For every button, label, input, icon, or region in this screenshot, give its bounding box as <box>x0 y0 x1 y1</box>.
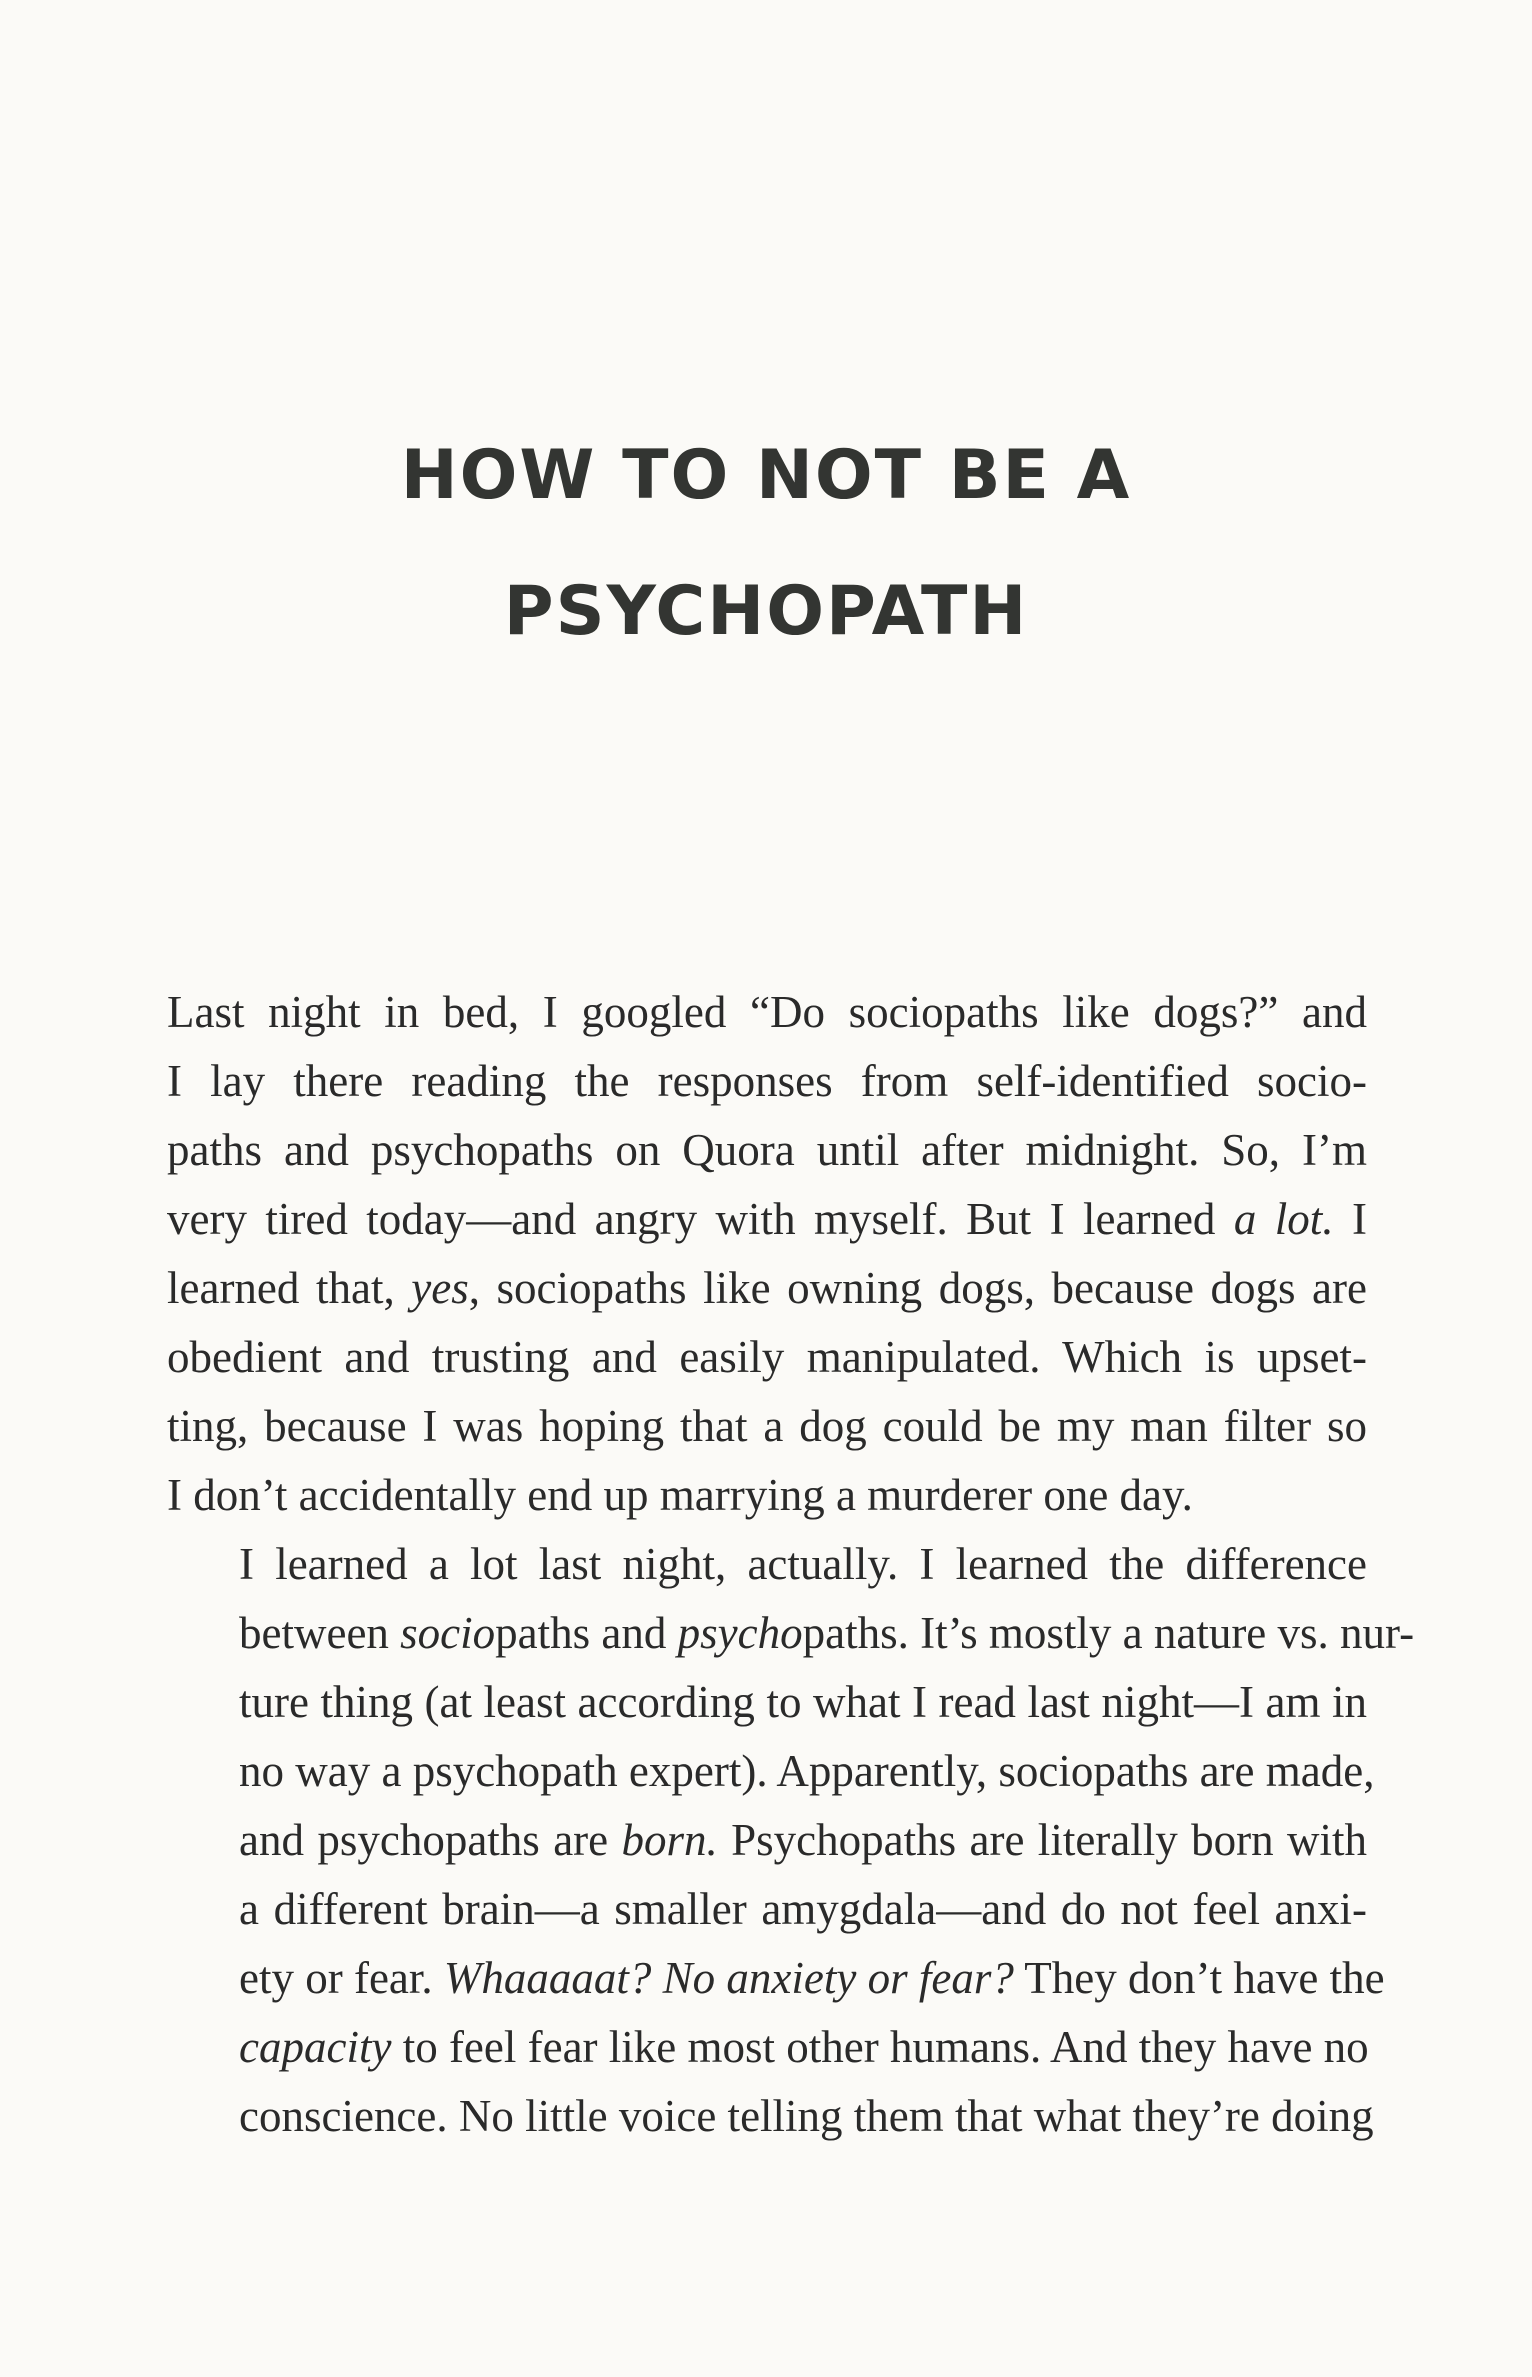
text-line: I don’t accidentally end up marrying a murderer one day. <box>167 1470 1193 1520</box>
italic-text: psycho <box>677 1608 803 1658</box>
italic-text: yes <box>411 1263 469 1313</box>
italic-text: socio <box>400 1608 496 1658</box>
chapter-title-line-2: PSYCHOPATH <box>503 572 1029 651</box>
text-line: a different brain—a smaller amygdala—and do not feel anxi- <box>239 1884 1367 1934</box>
italic-text: a lot. <box>1233 1194 1334 1244</box>
text-line: learned that, yes, sociopaths like owning dogs, because dogs are <box>167 1263 1367 1313</box>
text-line: ture thing (at least according to what I read last night—I am in <box>239 1677 1367 1727</box>
text-line: conscience. No little voice telling them that what they’re doing <box>239 2091 1374 2141</box>
paragraph-1 <box>167 978 1367 1530</box>
text-line: ety or fear. Whaaaaat? No anxiety or fear? They don’t have the <box>239 1953 1385 2003</box>
text-line: no way a psychopath expert). Apparently, sociopaths are made, <box>239 1746 1375 1796</box>
text-line: and psychopaths are born. Psychopaths are literally born with <box>239 1815 1367 1865</box>
italic-text: capacity <box>239 2022 392 2072</box>
paragraph-2 <box>167 1530 1415 2151</box>
text-line: paths and psychopaths on Quora until after midnight. So, I’m <box>167 1125 1367 1175</box>
text-line: ting, because I was hoping that a dog could be my man filter so <box>167 1401 1367 1451</box>
text-line: I lay there reading the responses from self-identified socio- <box>167 1056 1367 1106</box>
chapter-title-line-1: HOW TO NOT BE A <box>400 436 1132 515</box>
text-line: I learned a lot last night, actually. I learned the difference <box>239 1539 1367 1589</box>
text-line: Last night in bed, I googled “Do sociopaths like dogs?” and <box>167 987 1367 1037</box>
chapter-title <box>0 408 1532 680</box>
body-text <box>167 978 1415 2151</box>
text-line: obedient and trusting and easily manipulated. Which is upset- <box>167 1332 1367 1382</box>
italic-text: born. <box>621 1815 718 1865</box>
italic-text: Whaaaaat? No anxiety or fear? <box>443 1953 1014 2003</box>
text-line: very tired today—and angry with myself. But I learned a lot. I <box>167 1194 1367 1244</box>
text-line: between sociopaths and psychopaths. It’s mostly a nature vs. nur- <box>239 1608 1415 1658</box>
text-line: capacity to feel fear like most other humans. And they have no <box>239 2022 1369 2072</box>
